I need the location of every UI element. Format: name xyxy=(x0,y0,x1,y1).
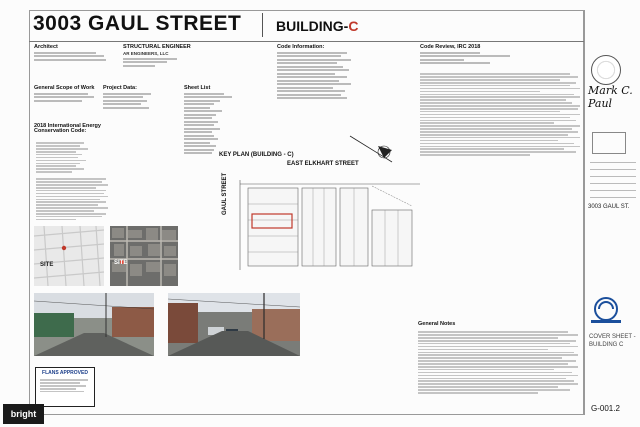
general-notes-list xyxy=(418,330,580,395)
north-arrow-icon xyxy=(348,132,396,166)
sheet-title: COVER SHEET - BUILDING C xyxy=(589,334,636,348)
general-notes-heading: General Notes xyxy=(418,321,456,327)
project-data-heading: Project Data: xyxy=(103,85,137,91)
site-label-map: SITE xyxy=(40,262,54,268)
code-review-block xyxy=(420,45,580,66)
energy-code-block xyxy=(34,124,106,135)
architect-block xyxy=(34,45,114,62)
street-photo-1 xyxy=(34,293,154,356)
general-scope-heading: General Scope of Work xyxy=(34,85,95,91)
firm-logo-icon xyxy=(589,296,623,326)
code-review-heading: Code Review, IRC 2018 xyxy=(420,44,481,50)
structural-engineer-heading: STRUCTURAL ENGINEER xyxy=(123,44,191,50)
architect-heading: Architect xyxy=(34,44,58,50)
sheet-list-block xyxy=(184,86,260,156)
map-pin-icon xyxy=(62,246,66,250)
energy-code-heading: 2018 International Energy Conservation Code: xyxy=(34,123,101,135)
architect-signature: Mark C. Paul xyxy=(588,84,633,110)
plans-approved-stamp xyxy=(35,367,95,407)
site-aerial-photo xyxy=(110,226,178,286)
general-notes-block xyxy=(418,322,578,328)
architect-seal-icon xyxy=(591,55,621,85)
site-location-map xyxy=(34,226,104,286)
key-plan-drawing xyxy=(230,170,420,280)
building-title: BUILDING-C xyxy=(276,18,359,34)
code-information-heading: Code Information: xyxy=(277,44,325,50)
project-data-block xyxy=(103,86,175,110)
key-plan-title: KEY PLAN (BUILDING - C) xyxy=(219,152,294,158)
project-short-name: 3003 GAUL ST. xyxy=(588,204,630,210)
structural-engineer-block xyxy=(123,45,193,68)
plans-approved-text: FLANS APPROVED xyxy=(42,370,88,376)
gaul-street-label: GAUL STREET xyxy=(222,172,228,215)
street-photo-2 xyxy=(168,293,300,356)
code-review-paragraphs xyxy=(420,72,582,157)
code-information-block xyxy=(277,45,407,101)
general-scope-block xyxy=(34,86,98,103)
sheet-list-heading: Sheet List xyxy=(184,85,211,91)
sheet-number: G-001.2 xyxy=(591,404,620,413)
title-divider xyxy=(262,13,263,37)
structural-firm: AR ENGINEERS, LLC xyxy=(123,51,169,57)
title-block-box xyxy=(592,132,626,154)
site-label-aerial: SITE xyxy=(114,260,128,266)
bright-mls-watermark: bright xyxy=(3,404,44,424)
east-elkhart-street-label: EAST ELKHART STREET xyxy=(287,161,359,167)
header-rule xyxy=(29,41,584,42)
revision-rows xyxy=(590,156,636,198)
energy-notes xyxy=(36,177,108,222)
page-title: 3003 GAUL STREET xyxy=(33,12,242,35)
energy-table xyxy=(36,141,96,174)
